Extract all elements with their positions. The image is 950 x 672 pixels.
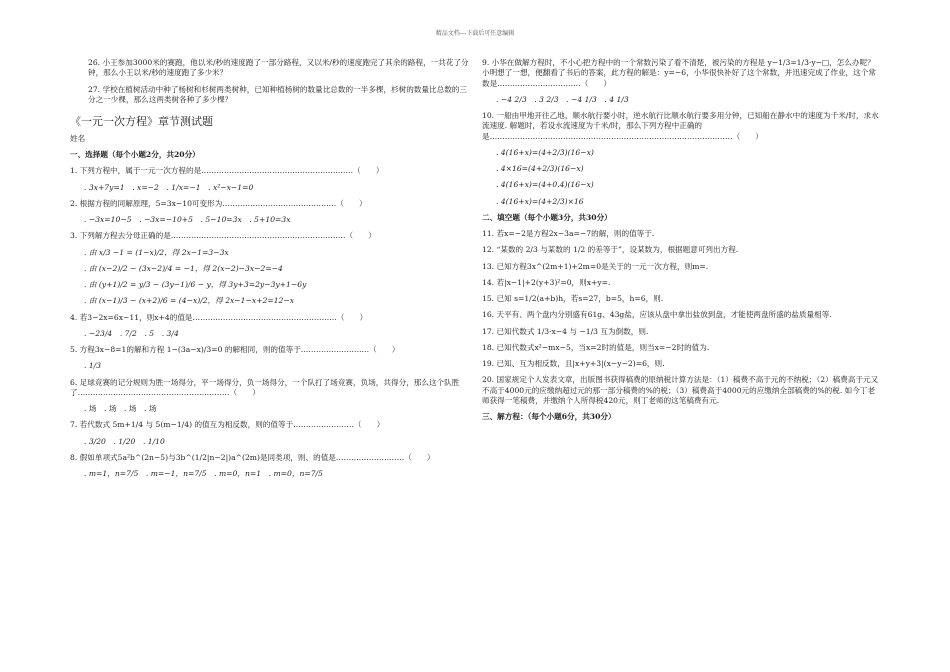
question-10-option-c: . 4(16+x)=(4+0.4)(16−x)	[496, 180, 594, 190]
question-7: 7. 若代数式 5m+1/4 与 5(m−1/4) 的值互为相反数，则的值等于……………………（ ）	[70, 420, 385, 430]
question-16: 16. 天平有、两个盘内分别盛有61g、43g盐，应该从盘中拿出盐放到盘，才能使两盘所盛的盐质量相等.	[482, 310, 832, 320]
section-choice-heading: 一、选择题（每个小题2分，共20分）	[70, 150, 200, 160]
question-8: 8. 假如单项式5a²b^(2n−5)与3b^(1/2|n−2|)a^(2m)是同类项，则、的值是………………………（ ）	[70, 452, 435, 462]
question-4: 4. 若3−2x=6x−11，则x+4的值是…………………………………………………（ ）	[70, 312, 368, 322]
question-3-option-b: . 由 (x−2)/2 − (3x−2)/4 = −1，得 2(x−2)−3x−2=−4	[84, 263, 283, 273]
question-9: 9. 小华在做解方程时，不小心把方程中的一个常数污染了看不清楚，被污染的方程是 y−1/3=1/3·y−□，怎么办呢？小明想了一想，便翻看了书后的答案，此方程的解是：y=−6，小华很快补好了这个常数，并迅速完成了作业，这个常数是……………………………（ ）	[482, 58, 876, 88]
question-2: 2. 根据方程的同解原理，5=3x−10可变形为………………………………………（ ）	[70, 198, 367, 208]
test-title: 《一元一次方程》章节测试题	[70, 115, 213, 128]
question-19: 19. 已知、互为相反数，且|x+y+3|(x−y−2)=6，则.	[482, 359, 665, 368]
page-header: 精品文档---下载后可任意编辑	[435, 30, 515, 37]
question-1-options: . 3x+7y=1 . x=−2 . 1/x=−1 . x²−x−1=0	[84, 182, 254, 192]
question-4-options: . −23/4 . 7/2 . 5 . 3/4	[84, 328, 179, 338]
question-5-options: . 1/3	[84, 361, 102, 371]
question-15: 15. 已知 s=1/2(a+b)h，若s=27，b=5，h=6，则.	[482, 294, 664, 303]
question-10: 10. 一船由甲地开往乙地，顺水航行要小时，逆水航行比顺水航行要多用分钟，已知船在静水中的速度为千米/时，求水流速度. 解题时，若设水流速度为千米/时，那么下列方程中正确的是……………………………………………………………………………………（ ）	[482, 111, 879, 141]
question-6: 6. 足球竞赛的记分规则为胜一场得分，平一场得分，负一场得分，一个队打了场竞赛，负场，共得分，那么这个队胜了……………………………………………………（ ）	[70, 377, 460, 397]
question-3-option-a: . 由 x/3 −1 = (1−x)/2，得 2x−1=3−3x	[84, 247, 229, 257]
name-label: 姓名	[70, 133, 86, 143]
question-26: 26. 小王参加3000米的赛跑，他以米/秒的速度跑了一部分路程，又以米/秒的速度跑完了其余的路程，一共花了分钟，那么小王以米/秒的速度跑了多少米？	[88, 58, 469, 78]
right-column	[482, 58, 882, 428]
question-2-options: . −3x=10−5 . −3x=−10+5 . 5−10=3x . 5+10=3x	[84, 215, 291, 225]
question-13: 13. 已知方程3x^(2m+1)+2m=0是关于的一元一次方程，则m=.	[482, 261, 709, 271]
question-8-options: . m=1，n=7/5 . m=−1，n=7/5 . m=0，n=1 . m=0，n=7/5	[84, 469, 323, 479]
left-column	[70, 58, 470, 485]
question-10-option-d: . 4(16+x)=(4+2/3)×16	[496, 196, 584, 206]
question-6-options: . 场 . 场 . 场 . 场	[84, 404, 157, 414]
section-solve-heading: 三、解方程：（每个小题6分，共30分）	[482, 412, 616, 421]
question-20: 20. 国家规定个人发表文章，出版图书获得稿费的原纳税计算方法是：（1）稿费不高于元的不纳税；（2）稿费高于元又不高于4000元的应缴纳超过元的那一部分稿费的%的税；（3）稿费高于4000元的应缴纳全部稿费的%的税. 如今丁老师获得一笔稿费，并缴纳个人所得税420元，则丁老师的这笔稿费有元.	[482, 375, 879, 405]
question-9-options: . −4 2/3 . 3 2/3 . −4 1/3 . 4 1/3	[496, 94, 629, 104]
question-18: 18. 已知代数式x²−mx−5，当x=2时的值是，则当x=−2时的值为.	[482, 342, 710, 352]
question-10-option-b: . 4×16=(4+2/3)(16−x)	[496, 164, 584, 173]
question-3: 3. 下列解方程去分母正确的是……………………………………………………………（ ）	[70, 231, 376, 241]
question-12: 12. “某数的 2/3 与某数的 1/2 的差等于”，设某数为，根据题意可列出方程.	[482, 245, 739, 255]
question-14: 14. 若|x−1|+2(y+3)²=0，则x+y=.	[482, 277, 611, 287]
question-17: 17. 已知代数式 1/3·x−4 与 −1/3 互为倒数，则.	[482, 326, 649, 336]
question-5: 5. 方程3x−8=1的解和方程 1−(3a−x)/3=0 的解相同，则的值等于………………………（ ）	[70, 345, 400, 355]
question-3-option-d: . 由 (x−1)/3 − (x+2)/6 = (4−x)/2，得 2x−1−x+2=12−x	[84, 296, 295, 306]
question-10-option-a: . 4(16+x)=(4+2/3)(16−x)	[496, 147, 594, 157]
section-fill-heading: 二、填空题（每个小题3分，共30分）	[482, 212, 612, 222]
question-27: 27. 学校在植树活动中种了杨树和杉树两类树种，已知种植杨树的数量比总数的一半多棵，杉树的数量比总数的三分之一少棵，那么这两类树各种了多少棵？	[88, 84, 467, 104]
question-7-options: . 3/20 . 1/20 . 1/10	[84, 436, 165, 446]
question-1: 1. 下列方程中，属于一元一次方程的是……………………………………………………（ ）	[70, 166, 384, 176]
question-3-option-c: . 由 (y+1)/2 = y/3 − (3y−1)/6 − y，得 3y+3=2y−3y+1−6y	[84, 280, 307, 290]
question-11: 11. 若x=−2是方程2x−3a=−7的解，则的值等于.	[482, 229, 655, 238]
